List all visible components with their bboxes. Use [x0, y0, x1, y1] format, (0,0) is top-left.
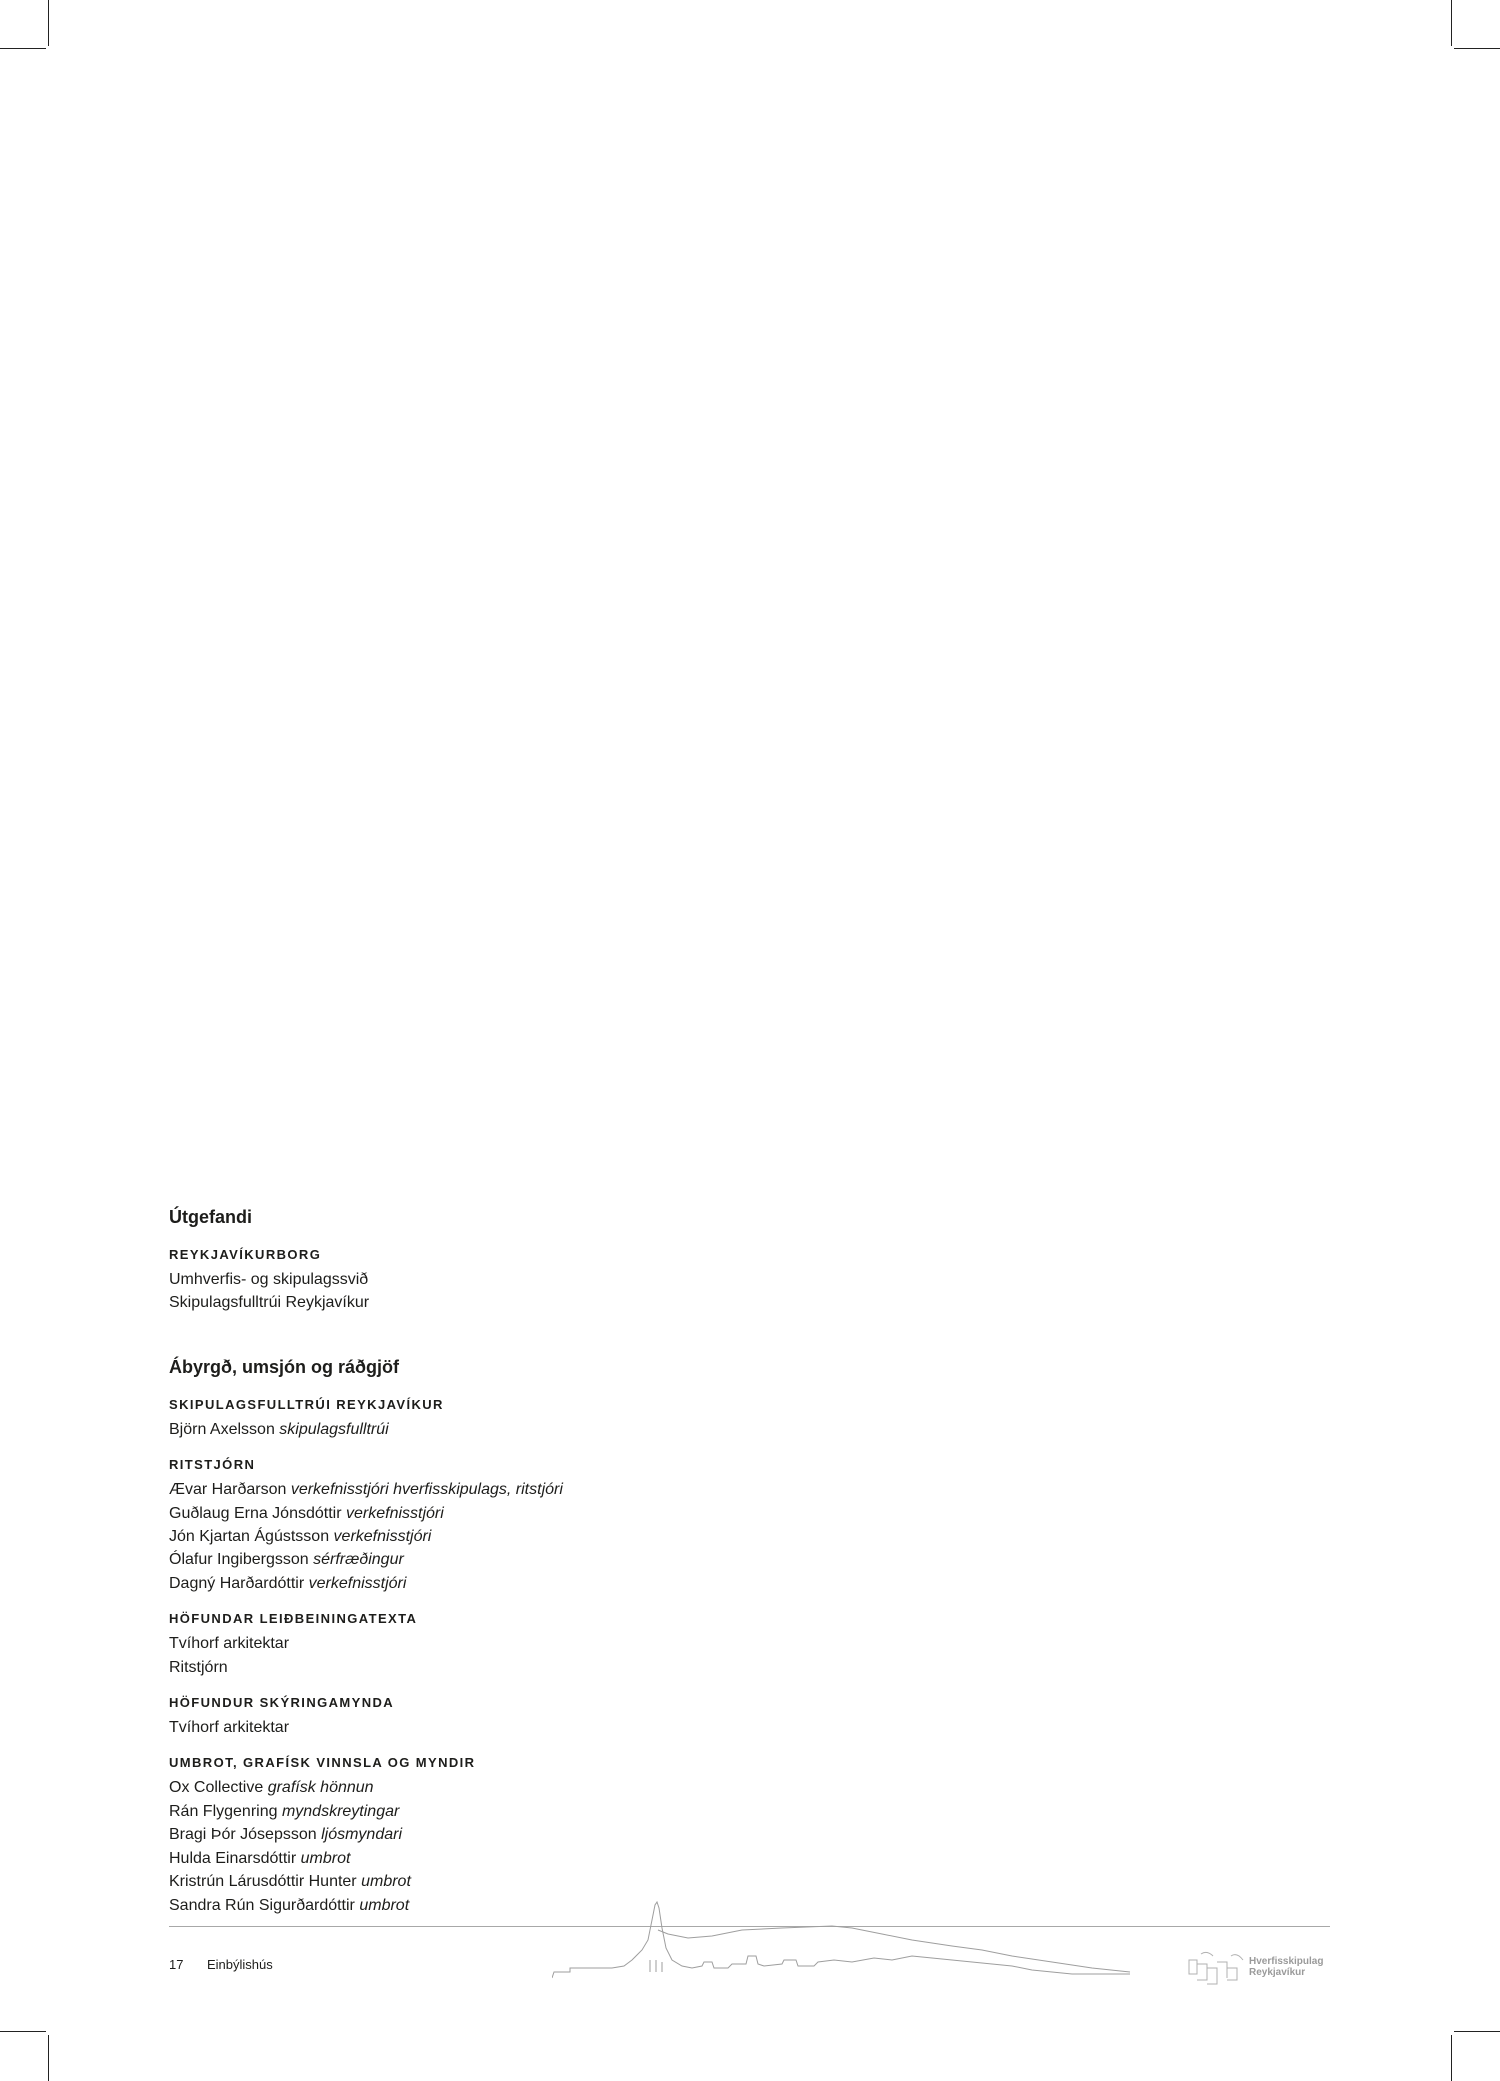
credits-block	[169, 1205, 1069, 1917]
crop-mark	[1454, 48, 1500, 49]
credit-group	[169, 1609, 1069, 1679]
crop-mark	[1451, 2035, 1452, 2081]
credit-role: grafísk hönnun	[267, 1779, 374, 1797]
credit-name: Ox Collective	[169, 1779, 264, 1797]
crop-mark	[48, 0, 49, 46]
credit-group	[169, 1753, 1069, 1916]
credit-entry	[169, 1716, 1069, 1739]
crop-mark	[0, 2031, 46, 2032]
credit-name: Tvíhorf arkitektar	[169, 1719, 290, 1737]
credit-group-label: UMBROT, GRAFÍSK VINNSLA OG MYNDIR	[169, 1755, 476, 1771]
credit-entry	[169, 1632, 1069, 1655]
credit-entry	[169, 1847, 1069, 1870]
credit-entry	[169, 1268, 1069, 1291]
credit-group-label: REYKJAVÍKURBORG	[169, 1247, 322, 1262]
credit-entry	[169, 1776, 1069, 1799]
credit-entry	[169, 1572, 1069, 1595]
credit-entry	[169, 1502, 1069, 1525]
credit-role: verkefnisstjóri	[333, 1528, 432, 1546]
hverfisskipulag-logo-icon	[1187, 1950, 1245, 1986]
crop-mark	[1451, 0, 1452, 46]
publisher-heading: Útgefandi	[169, 1207, 252, 1227]
credit-name: Tvíhorf arkitektar	[169, 1635, 290, 1653]
credit-role: ljósmyndari	[321, 1826, 403, 1844]
credit-role: verkefnisstjóri	[346, 1504, 444, 1522]
skyline-illustration	[552, 1900, 1132, 1996]
credit-name: Guðlaug Erna Jónsdóttir	[169, 1504, 342, 1522]
credit-name: Rán Flygenring	[169, 1802, 278, 1820]
credit-name: Hulda Einarsdóttir	[169, 1849, 297, 1867]
credit-entry	[169, 1525, 1069, 1548]
crop-mark	[0, 48, 46, 49]
publisher-groups	[169, 1245, 1069, 1315]
credit-entry	[169, 1800, 1069, 1823]
credit-group-label: SKIPULAGSFULLTRÚI REYKJAVÍKUR	[169, 1396, 444, 1412]
running-title: Einbýlishús	[207, 1957, 273, 1972]
crop-mark	[1454, 2031, 1500, 2032]
credit-group-label: RITSTJÓRN	[169, 1457, 256, 1473]
credit-name: Ólafur Ingibergsson	[169, 1551, 309, 1569]
credit-entry	[169, 1548, 1069, 1571]
credit-name: Kristrún Lárusdóttir Hunter	[169, 1873, 357, 1891]
credit-group-label: HÖFUNDUR SKÝRINGAMYNDA	[169, 1695, 395, 1711]
page-number: 17	[169, 1957, 184, 1972]
responsibility-groups	[169, 1395, 1069, 1917]
credit-name: Sandra Rún Sigurðardóttir	[169, 1896, 355, 1914]
credit-group	[169, 1245, 1069, 1315]
credit-name: Ævar Harðarson	[169, 1481, 287, 1499]
credit-role: umbrot	[361, 1873, 411, 1891]
credit-entry	[169, 1870, 1069, 1893]
crop-mark	[48, 2035, 49, 2081]
credit-role: myndskreytingar	[281, 1802, 400, 1820]
credit-group	[169, 1455, 1069, 1595]
credit-role: verkefnisstjóri hverfisskipulags, ritstjóri	[290, 1481, 563, 1499]
credit-entry	[169, 1291, 1069, 1314]
credit-name: Umhverfis- og skipulagssvið	[169, 1271, 369, 1288]
credit-role: verkefnisstjóri	[308, 1574, 407, 1592]
logo-line-1: Hverfisskipulag	[1249, 1956, 1324, 1967]
hverfisskipulag-logo	[1187, 1950, 1347, 1986]
credit-role: umbrot	[300, 1849, 351, 1867]
credit-role: sérfræðingur	[313, 1551, 404, 1569]
credit-name: Björn Axelsson	[169, 1420, 275, 1438]
credit-group	[169, 1395, 1069, 1441]
logo-text	[1249, 1956, 1323, 1978]
credit-entry	[169, 1478, 1069, 1501]
credit-entry	[169, 1656, 1069, 1679]
credit-group-label: HÖFUNDAR LEIÐBEININGATEXTA	[169, 1611, 418, 1627]
credit-entry	[169, 1823, 1069, 1846]
responsibility-heading: Ábyrgð, umsjón og ráðgjöf	[169, 1356, 399, 1377]
credit-name: Jón Kjartan Ágústsson	[169, 1528, 330, 1546]
credit-name: Bragi Þór Jósepsson	[169, 1826, 317, 1844]
credit-name: Ritstjórn	[169, 1658, 228, 1676]
credit-role: skipulagsfulltrúi	[279, 1420, 389, 1438]
credit-group	[169, 1693, 1069, 1739]
credit-entry	[169, 1418, 1069, 1441]
credit-name: Skipulagsfulltrúi Reykjavíkur	[169, 1294, 370, 1312]
credit-role: umbrot	[359, 1896, 410, 1914]
credit-name: Dagný Harðardóttir	[169, 1574, 305, 1592]
logo-line-2: Reykjavíkur	[1249, 1967, 1306, 1978]
